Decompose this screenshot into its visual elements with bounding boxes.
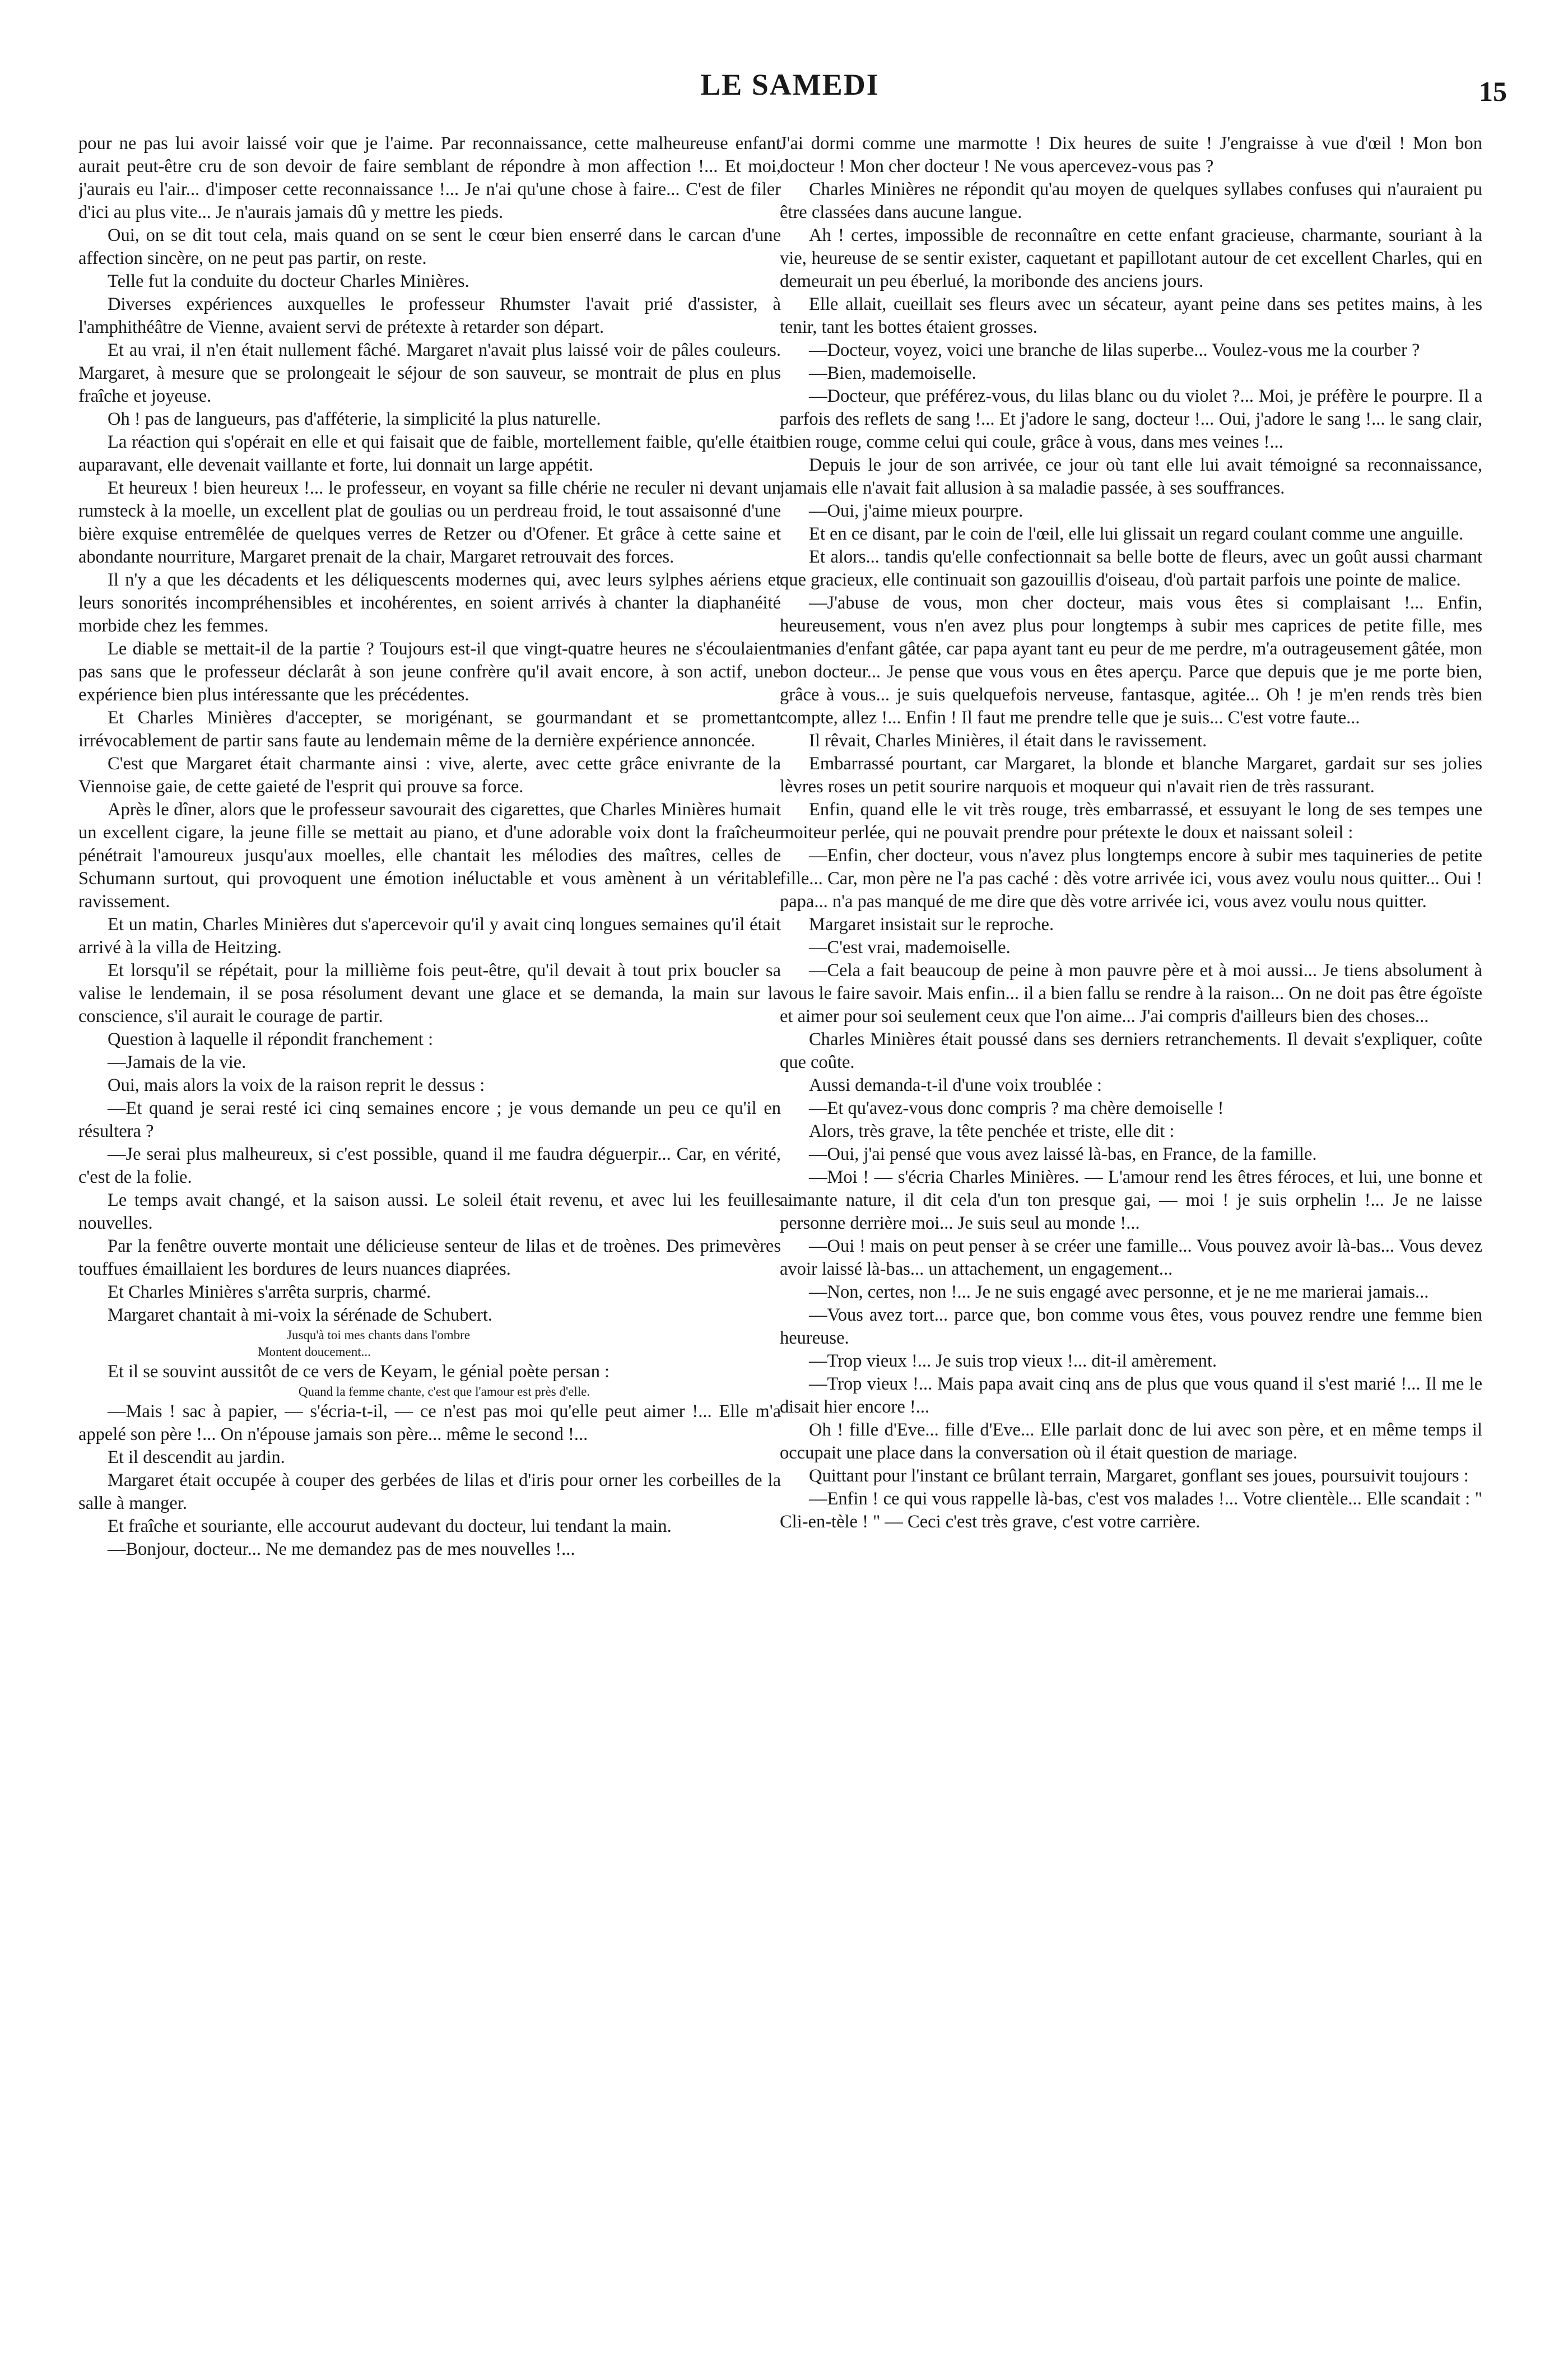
paragraph: Jusqu'à toi mes chants dans l'ombre Montent doucement... bbox=[258, 1328, 471, 1359]
paragraph: pour ne pas lui avoir laissé voir que je l'aime. Par reconnaissance, cette malheureuse enfant aurait peut-être cru de son devoir de faire semblant de répondre à mon affection !... Et moi, j'aurais eu l'air... d'imposer cette reconnaissance !... Je n'ai qu'une chose à faire... C'est de filer d'ici au plus vite... Je n'aurais jamais dû y mettre les pieds. bbox=[78, 133, 781, 222]
page-number: 15 bbox=[1479, 76, 1507, 107]
paragraph: Le diable se mettait-il de la partie ? Toujours est-il que vingt-quatre heures ne s'écoulaient pas sans que le professeur déclarât à son jeune confrère qu'il avait encore, à son actif, une expérience bien plus intéressante que les précédentes. bbox=[78, 639, 781, 705]
paragraph: Et Charles Minières d'accepter, se morigénant, se gourmandant et se promettant irrévocablement de partir sans faute au lendemain même de la dernière expérience annoncée. bbox=[78, 708, 781, 751]
paragraph: Et en ce disant, par le coin de l'œil, elle lui glissait un regard coulant comme une anguille. bbox=[809, 524, 1464, 544]
paragraph: Et au vrai, il n'en était nullement fâché. Margaret n'avait plus laissé voir de pâles couleurs. Margaret, à mesure que se prolongeait le séjour de son sauveur, se montrait de plus en plus fraîche et joyeuse. bbox=[78, 340, 781, 406]
right-column bbox=[780, 132, 1482, 2306]
paragraph: Oh ! fille d'Eve... fille d'Eve... Elle parlait donc de lui avec son père, et en même temps il occupait une place dans la conversation où il était question de mariage. bbox=[780, 1420, 1482, 1463]
paragraph: Oui, mais alors la voix de la raison reprit le dessus : bbox=[108, 1075, 485, 1095]
paragraph: —Cela a fait beaucoup de peine à mon pauvre père et à moi aussi... Je tiens absolument à vous le faire savoir. Mais enfin... il a bien fallu se rendre à la raison... On ne doit pas être égoïste et aimer pour soi seulement ceux que l'on aime... J'ai compris d'ailleurs bien des choses... bbox=[780, 960, 1482, 1026]
paragraph: Après le dîner, alors que le professeur savourait des cigarettes, que Charles Minières humait un excellent cigare, la jeune fille se mettait au piano, et d'une adorable voix dont la fraîcheur pénétrait l'amoureux jusqu'aux moelles, elle chantait les mélodies des maîtres, celles de Schumann surtout, qui provoquent une émotion inéluctable et vous amènent à un véritable ravissement. bbox=[78, 800, 781, 912]
paragraph: Et alors... tandis qu'elle confectionnait sa belle botte de fleurs, avec un goût aussi charmant que gracieux, elle continuait son gazouillis d'oiseau, d'où partait parfois une pointe de malice. bbox=[780, 547, 1482, 590]
paragraph: Par la fenêtre ouverte montait une délicieuse senteur de lilas et de troènes. Des primevères touffues émaillaient les bordures de leurs nuances diaprées. bbox=[78, 1236, 781, 1279]
paragraph: —Je serai plus malheureux, si c'est possible, quand il me faudra déguerpir... Car, en vérité, c'est de la folie. bbox=[78, 1144, 781, 1187]
paragraph: Et lorsqu'il se répétait, pour la millième fois peut-être, qu'il devait à tout prix boucler sa valise le lendemain, il se posa résolument devant une glace et se demanda, la main sur la conscience, s'il aurait le courage de partir. bbox=[78, 960, 781, 1026]
paragraph: —Oui, j'aime mieux pourpre. bbox=[809, 501, 1023, 521]
paragraph: Et il descendit au jardin. bbox=[108, 1447, 285, 1467]
paragraph: Ah ! certes, impossible de reconnaître en cette enfant gracieuse, charmante, souriant à la vie, heureuse de se sentir exister, caquetant et papillotant autour de cet excellent Charles, qui en demeurait un peu éberlué, la moribonde des anciens jours. bbox=[780, 225, 1482, 291]
paragraph: Charles Minières ne répondit qu'au moyen de quelques syllabes confuses qui n'auraient pu être classées dans aucune langue. bbox=[780, 179, 1482, 222]
paragraph: La réaction qui s'opérait en elle et qui faisait que de faible, mortellement faible, qu'elle était auparavant, elle devenait vaillante et forte, lui donnait un large appétit. bbox=[78, 432, 781, 475]
journal-title: LE SAMEDI bbox=[700, 68, 880, 101]
paragraph: Margaret était occupée à couper des gerbées de lilas et d'iris pour orner les corbeilles de la salle à manger. bbox=[78, 1470, 781, 1513]
paragraph: Et heureux ! bien heureux !... le professeur, en voyant sa fille chérie ne reculer ni devant un rumsteck à la moelle, un excellent plat de goulias ou un perdreau froid, le tout assaisonné d'une bière exquise entremêlée de quelques verres de Retzer ou d'Ofener. Et grâce à cette saine et abondante nourriture, Margaret prenait de la chair, Margaret retrouvait des forces. bbox=[78, 478, 781, 567]
paragraph: Aussi demanda-t-il d'une voix troublée : bbox=[809, 1075, 1102, 1095]
paragraph: —J'abuse de vous, mon cher docteur, mais vous êtes si complaisant !... Enfin, heureusement, vous n'en avez plus pour longtemps à subir mes caprices de petite fille, mes manies d'enfant gâtée, car papa ayant tant eu peur de me perdre, m'a outrageusement gâtée, mon bon docteur... Je pense que vous vous en êtes aperçu. Parce que depuis que je me porte bien, grâce à vous... je suis quelquefois nerveuse, fantasque, agitée... Oh ! je m'en rends très bien compte, allez !... Enfin ! Il faut me prendre telle que je suis... C'est votre faute... bbox=[780, 593, 1482, 728]
paragraph: Enfin, quand elle le vit très rouge, très embarrassé, et essuyant le long de ses tempes une moiteur perlée, qui ne pouvait prendre pour prétexte le doux et naissant soleil : bbox=[780, 800, 1482, 843]
paragraph: Et Charles Minières s'arrêta surpris, charmé. bbox=[108, 1282, 431, 1302]
paragraph: —Enfin, cher docteur, vous n'avez plus longtemps encore à subir mes taquineries de petite fille... Car, mon père ne l'a pas caché : dès votre arrivée ici, vous avez voulu nous quitter... Oui ! papa... n'a pas manqué de me dire que dès votre arrivée ici, vous avez voulu nous quitter. bbox=[780, 846, 1482, 912]
paragraph: —Trop vieux !... Mais papa avait cinq ans de plus que vous quand il s'est marié !... Il me le disait hier encore !... bbox=[780, 1374, 1482, 1417]
paragraph: Alors, très grave, la tête penchée et triste, elle dit : bbox=[809, 1121, 1175, 1141]
paragraph: Il rêvait, Charles Minières, il était dans le ravissement. bbox=[809, 731, 1207, 751]
paragraph: —Oui ! mais on peut penser à se créer une famille... Vous pouvez avoir là-bas... Vous devez avoir laissé là-bas... un attachement, un engagement... bbox=[780, 1236, 1482, 1279]
paragraph: —Vous avez tort... parce que, bon comme vous êtes, vous pouvez rendre une femme bien heureuse. bbox=[780, 1305, 1482, 1348]
paragraph: Depuis le jour de son arrivée, ce jour où tant elle lui avait témoigné sa reconnaissance, jamais elle n'avait fait allusion à sa maladie passée, à ses souffrances. bbox=[780, 455, 1482, 498]
paragraph: C'est que Margaret était charmante ainsi : vive, alerte, avec cette grâce enivrante de la Viennoise gaie, de cette gaieté de l'esprit qui prouve sa force. bbox=[78, 754, 781, 797]
paragraph: —Docteur, voyez, voici une branche de lilas superbe... Voulez-vous me la courber ? bbox=[809, 340, 1420, 360]
paragraph: —Et qu'avez-vous donc compris ? ma chère demoiselle ! bbox=[809, 1098, 1224, 1118]
paragraph: Quand la femme chante, c'est que l'amour est près d'elle. bbox=[298, 1385, 590, 1399]
paragraph: Et un matin, Charles Minières dut s'apercevoir qu'il y avait cinq longues semaines qu'il était arrivé à la villa de Heitzing. bbox=[78, 914, 781, 958]
paragraph: —Enfin ! ce qui vous rappelle là-bas, c'est vos malades !... Votre clientèle... Elle scandait : " Cli-en-tèle ! " — Ceci c'est très grave, c'est votre carrière. bbox=[780, 1489, 1482, 1532]
paragraph: Charles Minières était poussé dans ses derniers retranchements. Il devait s'expliquer, coûte que coûte. bbox=[780, 1029, 1482, 1072]
paragraph: Margaret chantait à mi-voix la sérénade de Schubert. bbox=[108, 1305, 493, 1325]
paragraph: —Bien, mademoiselle. bbox=[809, 363, 976, 383]
left-column bbox=[78, 132, 781, 2306]
paragraph: Et fraîche et souriante, elle accourut audevant du docteur, lui tendant la main. bbox=[108, 1516, 672, 1536]
paragraph: Et il se souvint aussitôt de ce vers de Keyam, le génial poète persan : bbox=[108, 1362, 610, 1382]
paragraph: Le temps avait changé, et la saison aussi. Le soleil était revenu, et avec lui les feuilles nouvelles. bbox=[78, 1190, 781, 1233]
paragraph: Elle allait, cueillait ses fleurs avec un sécateur, ayant peine dans ses petites mains, à les tenir, tant les bottes étaient grosses. bbox=[780, 294, 1482, 337]
paragraph: —C'est vrai, mademoiselle. bbox=[809, 937, 1011, 958]
paragraph: —Et quand je serai resté ici cinq semaines encore ; je vous demande un peu ce qu'il en résultera ? bbox=[78, 1098, 781, 1141]
paragraph: —Oui, j'ai pensé que vous avez laissé là-bas, en France, de la famille. bbox=[809, 1144, 1317, 1164]
paragraph: —Non, certes, non !... Je ne suis engagé avec personne, et je ne me marierai jamais... bbox=[809, 1282, 1429, 1302]
paragraph: Quittant pour l'instant ce brûlant terrain, Margaret, gonflant ses joues, poursuivit toujours : bbox=[809, 1466, 1469, 1486]
paragraph: —Trop vieux !... Je suis trop vieux !... dit-il amèrement. bbox=[809, 1351, 1217, 1371]
paragraph: J'ai dormi comme une marmotte ! Dix heures de suite ! J'engraisse à vue d'œil ! Mon bon docteur ! Mon cher docteur ! Ne vous apercevez-vous pas ? bbox=[780, 133, 1482, 176]
paragraph: Telle fut la conduite du docteur Charles Minières. bbox=[108, 271, 469, 291]
paragraph: Question à laquelle il répondit franchement : bbox=[108, 1029, 434, 1049]
paragraph: Diverses expériences auxquelles le professeur Rhumster l'avait prié d'assister, à l'amphithéâtre de Vienne, avaient servi de prétexte à retarder son départ. bbox=[78, 294, 781, 337]
paragraph: —Docteur, que préférez-vous, du lilas blanc ou du violet ?... Moi, je préfère le pourpre. Il a parfois des reflets de sang !... Et j'adore le sang, docteur !... Oui, j'adore le sang !... le sang clair, bien rouge, comme celui qui coule, grâce à vous, dans mes veines !... bbox=[780, 386, 1482, 452]
paragraph: Margaret insistait sur le reproche. bbox=[809, 914, 1054, 935]
paragraph: —Jamais de la vie. bbox=[108, 1052, 246, 1072]
paragraph: Embarrassé pourtant, car Margaret, la blonde et blanche Margaret, gardait sur ses jolies lèvres roses un petit sourire narquois et moqueur qui n'avait rien de très rassurant. bbox=[780, 754, 1482, 797]
paragraph: —Mais ! sac à papier, — s'écria-t-il, — ce n'est pas moi qu'elle peut aimer !... Elle m'a appelé son père !... On n'épouse jamais son père... même le second !... bbox=[78, 1401, 781, 1444]
paragraph: Il n'y a que les décadents et les déliquescents modernes qui, avec leurs sylphes aériens et leurs sonorités incompréhensibles et incohérentes, en soient arrivés à chanter la diaphanéité morbide chez les femmes. bbox=[78, 570, 781, 636]
paragraph: —Moi ! — s'écria Charles Minières. — L'amour rend les êtres féroces, et lui, une bonne et aimante nature, il dit cela d'un ton presque gai, — moi ! je suis orphelin !... Je ne laisse personne derrière moi... Je suis seul au monde !... bbox=[780, 1167, 1482, 1233]
paragraph: —Bonjour, docteur... Ne me demandez pas de mes nouvelles !... bbox=[108, 1539, 575, 1559]
paragraph: Oh ! pas de langueurs, pas d'afféterie, la simplicité la plus naturelle. bbox=[108, 409, 601, 429]
paragraph: Oui, on se dit tout cela, mais quand on se sent le cœur bien enserré dans le carcan d'une affection sincère, on ne peut pas partir, on reste. bbox=[78, 225, 781, 268]
running-head bbox=[73, 67, 1507, 112]
